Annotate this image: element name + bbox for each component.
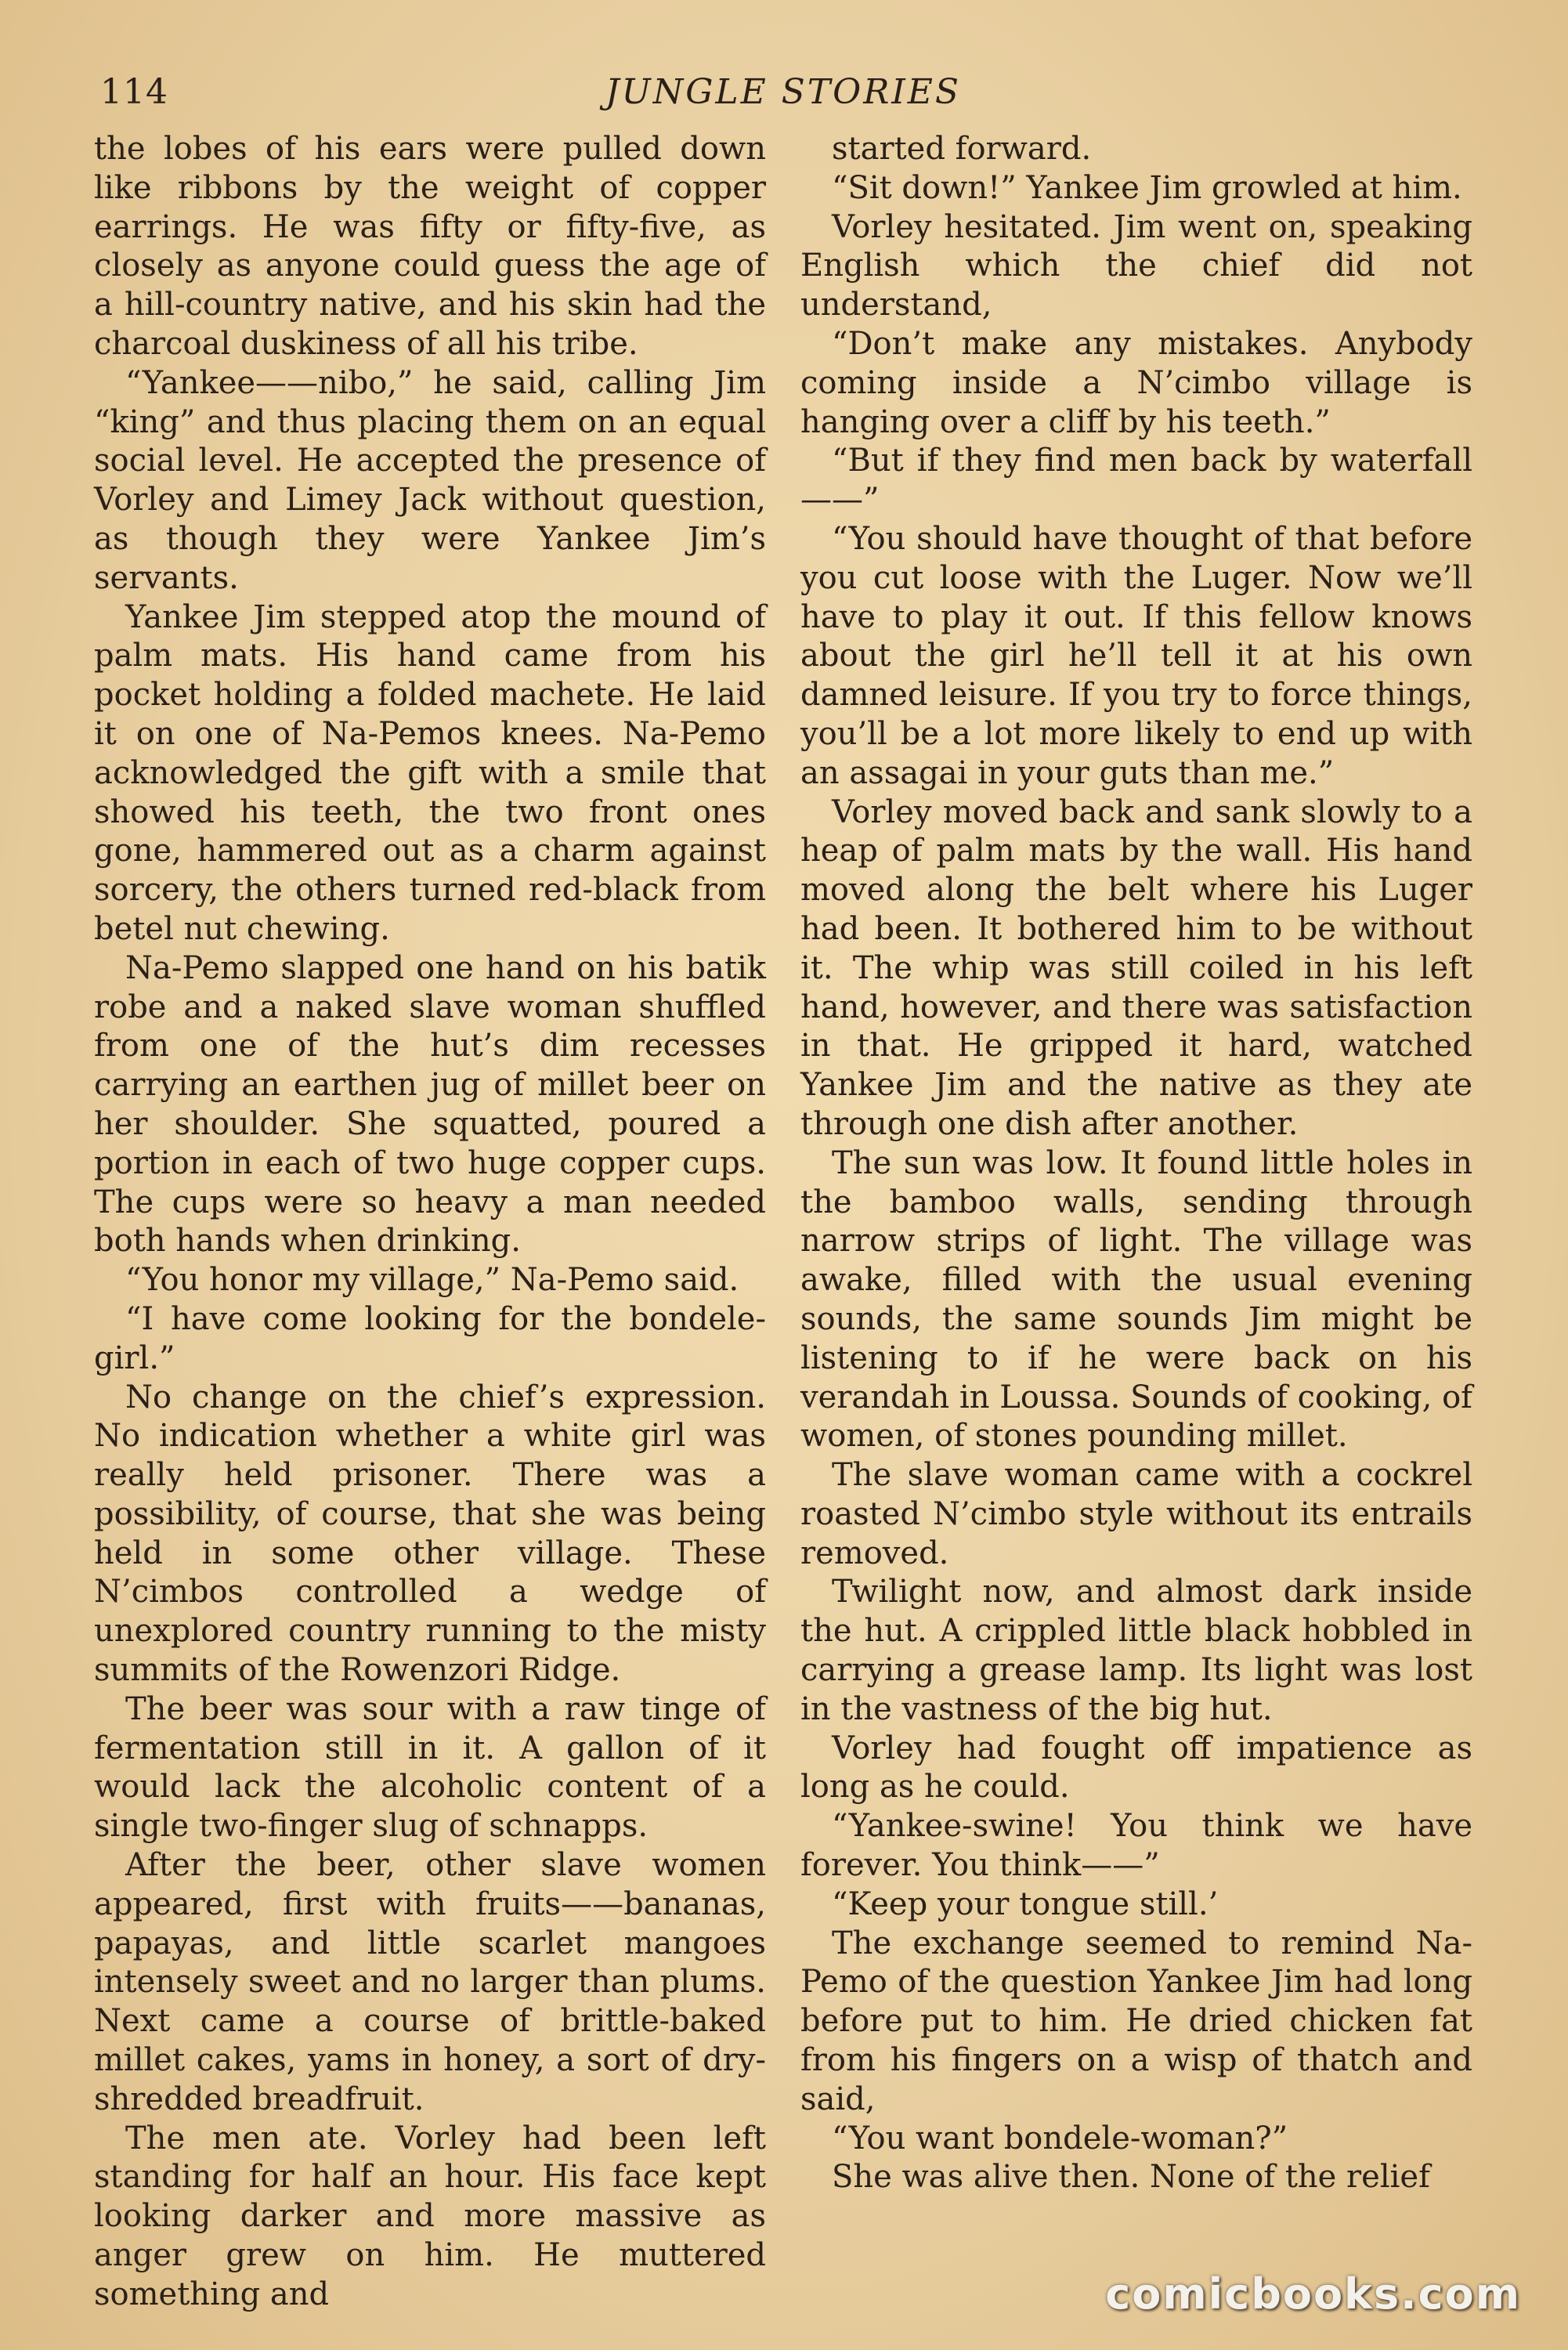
right-column [800,130,1472,2197]
paragraph: The sun was low. It found little holes in the bamboo walls, sending through narrow strips of light. The village was awake, filled with the usual evening sounds, the same sounds Jim might be listening to if he were back on his verandah in Loussa. Sounds of cooking, of women, of stones pounding millet. [800,1144,1472,1455]
paragraph: Yankee Jim stepped atop the mound of palm mats. His hand came from his pocket holding a folded machete. He laid it on one of Na-Pemos knees. Na-Pemo acknowledged the gift with a smile that showed his teeth, the two front ones gone, hammered out as a charm against sorcery, the others turned red-black from betel nut chewing. [94,598,766,947]
paragraph: “Don’t make any mistakes. Anybody coming inside a N’cimbo village is hanging over a cliff by his teeth.” [800,325,1472,440]
paragraph: Vorley hesitated. Jim went on, speaking English which the chief did not understand, [800,208,1472,324]
paragraph: “You should have thought of that before you cut loose with the Luger. Now we’ll have to play it out. If this fellow knows about the girl he’ll tell it at his own damned leisure. If you try to force things, you’ll be a lot more likely to end up with an assagai in your guts than me.” [800,520,1472,791]
paragraph: “You want bondele-woman?” [832,2120,1288,2157]
paragraph: Vorley had fought off impatience as long as he could. [800,1730,1472,1806]
paragraph: After the beer, other slave women appeared, first with fruits——bananas, papayas, and little scarlet mangoes intensely sweet and no larger than plums. Next came a course of brittle-baked millet cakes, yams in honey, a sort of dry-shredded breadfruit. [94,1847,766,2117]
paragraph: “But if they find men back by waterfall——” [800,443,1472,519]
paragraph: “Sit down!” Yankee Jim growled at him. [832,169,1462,206]
paragraph: No change on the chief’s expression. No indication whether a white girl was really held prisoner. There was a possibility, of course, that she was being held in some other village. These N’cimbos controlled a wedge of unexplored country running to the misty summits of the Rowenzori Ridge. [94,1379,766,1689]
paragraph: The slave woman came with a cockrel roasted N’cimbo style without its entrails removed. [800,1457,1472,1571]
paragraph: Vorley moved back and sank slowly to a heap of palm mats by the wall. His hand moved along the belt where his Luger had been. It bothered him to be without it. The whip was still coiled in his left hand, however, and there was satisfaction in that. He gripped it hard, watched Yankee Jim and the native as they ate through one dish after another. [800,794,1472,1142]
page-header [94,72,1472,127]
paragraph: Na-Pemo slapped one hand on his batik robe and a naked slave woman shuffled from one of the hut’s dim recesses carrying an earthen jug of millet beer on her shoulder. She squatted, poured a portion in each of two huge copper cups. The cups were so heavy a man needed both hands when drinking. [94,949,766,1260]
left-column [94,130,766,2315]
paragraph: The exchange seemed to remind Na-Pemo of the question Yankee Jim had long before put to him. He dried chicken fat from his fingers on a wisp of thatch and said, [800,1925,1472,2117]
page-number: 114 [100,72,168,112]
paragraph: She was alive then. None of the relief [832,2159,1430,2196]
paragraph: “Yankee——nibo,” he said, calling Jim “king” and thus placing them on an equal social level. He accepted the presence of Vorley and Limey Jack without question, as though they were Yankee Jim’s servants. [94,364,766,596]
paragraph: started forward. [832,131,1092,167]
paragraph: “Keep your tongue still.’ [832,1885,1219,1922]
paragraph: the lobes of his ears were pulled down like ribbons by the weight of copper earrings. He was fifty or fifty-five, as closely as anyone could guess the age of a hill-country native, and his skin had the charcoal duskiness of all his tribe. [94,131,766,362]
running-title: JUNGLE STORIES [605,72,962,112]
paragraph: “I have come looking for the bondele-girl.” [94,1300,766,1376]
paragraph: “You honor my village,” Na-Pemo said. [125,1262,739,1299]
paragraph: “Yankee-swine! You think we have forever. You think——” [800,1808,1472,1884]
paragraph: Twilight now, and almost dark inside the hut. A crippled little black hobbled in carrying a grease lamp. Its light was lost in the vastness of the big hut. [800,1574,1472,1727]
paragraph: The men ate. Vorley had been left standing for half an hour. His face kept looking darker and more massive as anger grew on him. He muttered something and [94,2120,766,2312]
watermark-logo: comicbooks.com [1105,2269,1521,2319]
paragraph: The beer was sour with a raw tinge of fermentation still in it. A gallon of it would lack the alcoholic content of a single two-finger slug of schnapps. [94,1690,766,1845]
